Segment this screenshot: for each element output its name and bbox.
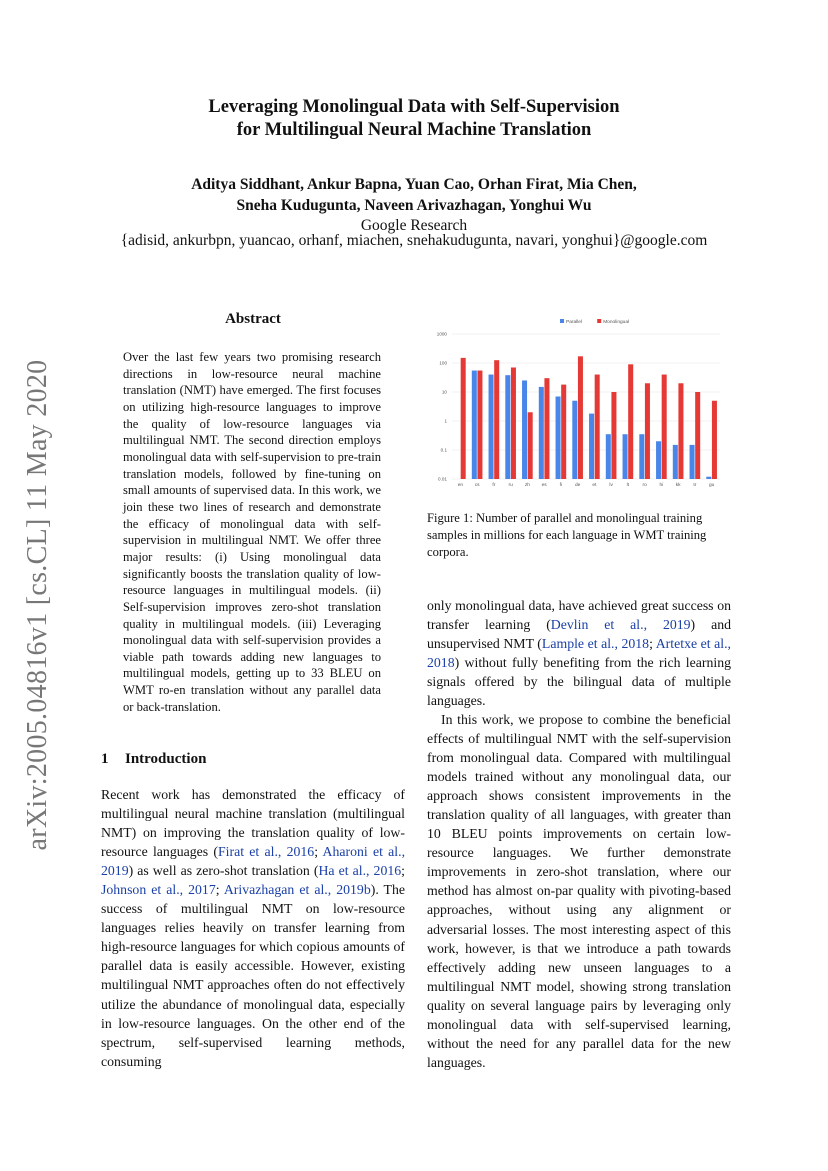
bar-monolingual bbox=[595, 375, 600, 479]
bar-parallel bbox=[472, 371, 477, 479]
legend-swatch bbox=[560, 319, 564, 323]
x-tick-label: hi bbox=[659, 483, 664, 488]
abstract-heading: Abstract bbox=[225, 311, 281, 327]
bar-parallel bbox=[673, 445, 678, 479]
bar-monolingual bbox=[645, 383, 650, 479]
x-tick-label: de bbox=[574, 483, 581, 488]
bar-monolingual bbox=[511, 367, 516, 479]
bar-parallel bbox=[572, 401, 577, 479]
section-heading-introduction bbox=[101, 751, 206, 768]
bar-parallel bbox=[656, 441, 661, 479]
bar-parallel bbox=[539, 387, 544, 479]
x-tick-label: ru bbox=[508, 483, 513, 488]
x-tick-label: et bbox=[592, 483, 597, 488]
bar-parallel bbox=[639, 434, 644, 479]
citation-link[interactable]: Firat et al., 2016 bbox=[217, 844, 315, 860]
bar-parallel bbox=[690, 445, 695, 479]
x-tick-label: zh bbox=[524, 483, 530, 488]
x-tick-label: kk bbox=[675, 483, 681, 488]
bar-monolingual bbox=[712, 401, 717, 479]
title-line-2: for Multilingual Neural Machine Translation bbox=[236, 120, 592, 140]
citation-link[interactable]: Devlin et al., 2019 bbox=[550, 617, 691, 633]
x-tick-label: ro bbox=[642, 483, 647, 488]
text-run: ; bbox=[649, 636, 656, 652]
citation-link[interactable]: Arivazhagan et al., 2019b bbox=[223, 882, 371, 898]
citation-link[interactable]: Johnson et al., 2017 bbox=[101, 882, 216, 898]
authors-line-2: Sneha Kudugunta, Naveen Arivazhagan, Yonghui Wu bbox=[236, 197, 592, 214]
y-tick-label: 100 bbox=[439, 360, 447, 366]
bar-parallel bbox=[489, 375, 494, 479]
bar-monolingual bbox=[544, 378, 549, 479]
text-run: ; bbox=[314, 844, 323, 860]
x-tick-label: tr bbox=[693, 483, 697, 488]
bar-monolingual bbox=[628, 364, 633, 479]
arxiv-stamp bbox=[18, 345, 58, 865]
legend-label: Monolingual bbox=[603, 319, 630, 325]
bar-monolingual bbox=[561, 385, 566, 479]
citation-link[interactable]: Lample et al., 2018 bbox=[541, 636, 650, 652]
bar-parallel bbox=[623, 434, 628, 479]
bar-parallel bbox=[706, 477, 711, 479]
text-run: ). The success of multilingual NMT on low-resource languages relies heavily on transfer learning from high-resource languages for which copious amounts of parallel data is easily accessible. However, existing multilingual NMT approaches often do not effectively utilize the abundance of monolingual data, especially in low-resource languages. On the other end of the spectrum, self-supervised learning methods, consuming bbox=[101, 882, 405, 1069]
citation-link[interactable]: Ha et al., 2016 bbox=[318, 863, 402, 879]
intro-paragraph-2: In this work, we propose to combine the beneficial effects of multilingual NMT with the self-supervision from monolingual data. Compared with multilingual models trained without any monolingual data, our approach shows consistent improvements in the translation quality of all languages, with greater than 10 BLEU points improvements on certain low-resource languages. We further demonstrate improvements in zero-shot translation, where our method has almost on-par quality with pivoting-based approaches, without using any alignment or adversarial losses. The most interesting aspect of this work, however, is that we introduce a path towards effectively adding new unseen languages to a multilingual NMT model, showing strong translation quality on several language pairs by leveraging only monolingual data with self-supervised learning, without the need for any parallel data for the new languages. bbox=[427, 712, 731, 1070]
author-list bbox=[0, 174, 828, 216]
x-tick-label: es bbox=[541, 483, 547, 488]
bar-parallel bbox=[505, 375, 510, 479]
bar-monolingual bbox=[662, 375, 667, 479]
bar-parallel bbox=[522, 380, 527, 479]
bar-monolingual bbox=[695, 392, 700, 479]
paper-title bbox=[0, 96, 828, 142]
section-number: 1 bbox=[101, 751, 109, 767]
y-tick-label: 10 bbox=[441, 389, 447, 395]
bar-parallel bbox=[556, 396, 561, 479]
intro-paragraph-1 bbox=[101, 785, 405, 1071]
authors-line-1: Aditya Siddhant, Ankur Bapna, Yuan Cao, Orhan Firat, Mia Chen, bbox=[191, 176, 637, 193]
bar-monolingual bbox=[578, 356, 583, 479]
bar-monolingual bbox=[611, 392, 616, 479]
arxiv-stamp-text: arXiv:2005.04816v1 [cs.CL] 11 May 2020 bbox=[22, 359, 53, 851]
intro-paragraph-1-continued bbox=[427, 596, 731, 710]
legend-swatch bbox=[597, 319, 601, 323]
text-run: ; bbox=[401, 863, 405, 879]
x-tick-label: fr bbox=[492, 483, 496, 488]
x-tick-label: cs bbox=[474, 483, 480, 488]
x-tick-label: gu bbox=[708, 483, 715, 488]
bar-monolingual bbox=[678, 383, 683, 479]
citation-link[interactable]: Aharoni et al., 2019 bbox=[101, 844, 406, 879]
abstract-body: Over the last few years two promising research directions in low-resource neural machine translation (NMT) have emerged. The first focuses on utilizing high-resource languages to improve the quality of low-resource languages via multilingual NMT. The second direction employs monolingual data with self-supervision to pre-train translation models, followed by fine-tuning on small amounts of supervised data. In this work, we join these two lines of research and demonstrate the efficacy of monolingual data with self-supervision in multilingual NMT. We offer three major results: (i) Using monolingual data significantly boosts the translation quality of low-resource languages in multilingual models. (ii) Self-supervision improves zero-shot translation quality in multilingual models. (iii) Leveraging monolingual data with self-supervision provides a viable path towards adding new languages to multilingual models, getting up to 33 BLEU on WMT ro-en translation without any parallel data or back-translation. bbox=[123, 350, 381, 714]
y-tick-label: 0.1 bbox=[440, 447, 447, 453]
title-line-1: Leveraging Monolingual Data with Self-Supervision bbox=[208, 97, 620, 117]
y-tick-label: 1000 bbox=[436, 331, 447, 337]
bar-parallel bbox=[589, 414, 594, 479]
text-run: Recent work has demonstrated the efficacy of multilingual neural machine translation (multilingual NMT) on improving the translation quality of low-resource languages ( bbox=[101, 787, 405, 860]
bar-monolingual bbox=[528, 412, 533, 479]
legend-label: Parallel bbox=[566, 319, 582, 325]
y-tick-label: 1 bbox=[444, 418, 447, 424]
bar-monolingual bbox=[477, 371, 482, 479]
x-tick-label: en bbox=[457, 483, 464, 488]
x-tick-label: lv bbox=[609, 483, 613, 488]
bar-parallel bbox=[606, 434, 611, 479]
affiliation: Google Research bbox=[360, 217, 468, 234]
y-tick-label: 0.01 bbox=[438, 476, 447, 482]
language-data-bar-chart bbox=[425, 312, 735, 497]
text-run: ) and unsupervised NMT ( bbox=[427, 617, 731, 652]
bar-monolingual bbox=[494, 360, 499, 479]
text-run: ; bbox=[215, 882, 224, 898]
text-run: ) as well as zero-shot translation ( bbox=[128, 863, 319, 879]
x-tick-label: lt bbox=[626, 483, 630, 488]
text-run: ) without fully benefiting from the rich learning signals offered by the bilingual data of multiple languages. bbox=[427, 655, 731, 709]
author-emails: {adisid, ankurbpn, yuancao, orhanf, miachen, snehakudugunta, navari, yonghui}@google.com bbox=[120, 232, 708, 249]
figure-caption: Figure 1: Number of parallel and monolingual training samples in millions for each language in WMT training corpora. bbox=[427, 511, 707, 559]
section-title: Introduction bbox=[125, 751, 207, 767]
text-run: only monolingual data, have achieved great success on transfer learning ( bbox=[427, 598, 731, 633]
x-tick-label: fi bbox=[559, 483, 563, 488]
bar-monolingual bbox=[461, 358, 466, 479]
citation-link[interactable]: Artetxe et al., 2018 bbox=[427, 636, 731, 671]
